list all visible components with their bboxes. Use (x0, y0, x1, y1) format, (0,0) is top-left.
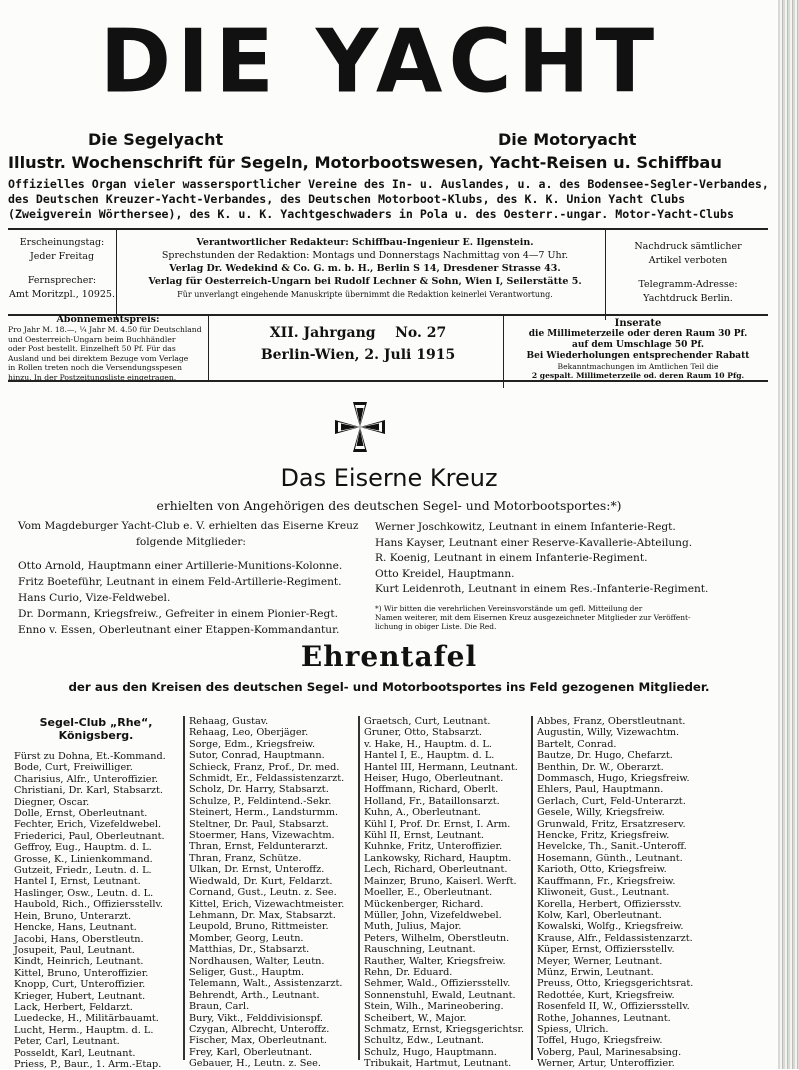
ehrentafel-entry: Gutzeit, Friedr., Leutn. d. L. (14, 865, 152, 877)
ehrentafel-entry: v. Hake, H., Hauptm. d. L. (364, 738, 492, 750)
ehrentafel-entry: Redottée, Kurt, Kriegsfreiw. (537, 989, 675, 1001)
ehrentafel-column-3 (364, 716, 528, 1070)
ehrentafel-entry: Ulkan, Dr. Ernst, Unteroffz. (189, 864, 325, 876)
issue-date: Berlin-Wien, 2. Juli 1915 (260, 347, 456, 363)
column-divider (358, 716, 360, 1060)
ehrentafel-entry: Kittel, Bruno, Unteroffizier. (14, 967, 149, 979)
column-divider (531, 716, 533, 1060)
info-row-top (8, 228, 768, 316)
ehrentafel-entry: Sutor, Conrad, Hauptmann. (189, 750, 325, 762)
ehrentafel-entry: Preuss, Otto, Kriegsgerichtsrat. (537, 978, 694, 990)
ehrentafel-entry: Seliger, Gust., Hauptm. (189, 966, 305, 978)
abo-line: Ausland und bei direktem Bezuge vom Verlage (8, 353, 189, 363)
ehrentafel-entry: Priess, P., Baur., 1. Arm.-Etap. (14, 1058, 162, 1070)
ehrentafel-entry: Sorge, Edm., Kriegsfreiw. (189, 738, 316, 750)
ehrentafel-entry: Rehaag, Leo, Oberjäger. (189, 727, 309, 739)
issue-info (213, 314, 504, 388)
subscription-info (8, 314, 209, 380)
ehrentafel-entry: Haubold, Rich., Offiziersstellv. (14, 899, 163, 911)
ehrentafel-entry: Wiedwald, Dr. Kurt, Feldarzt. (189, 875, 333, 887)
ehrentafel-entry: Charisius, Alfr., Unteroffizier. (14, 773, 159, 785)
ehrentafel-entry: Fürst zu Dohna, Et.-Kommand. (14, 751, 166, 762)
kreuz-footnote (375, 604, 765, 631)
ehrentafel-entry: Holland, Fr., Bataillonsarzt. (364, 795, 500, 807)
masthead-title: DIE YACHT (99, 11, 661, 114)
ehrentafel-entry: Kühl II, Ernst, Leutnant. (364, 830, 484, 842)
kreuz-subheading: erhielten von Angehörigen des deutschen Segel- und Motorbootsportes:*) (156, 498, 622, 513)
ehrentafel-entry: Rauther, Walter, Kriegsfreiw. (364, 955, 506, 967)
ehrentafel-entry: Stein, Wilh., Marineobering. (364, 1001, 504, 1013)
inserate-line: auf dem Umschlage 50 Pf. (571, 340, 705, 350)
ehrentafel-entry: Hencke, Fritz, Kriegsfreiw. (537, 830, 670, 842)
info-row-bottom (8, 314, 768, 382)
ehrentafel-entry: Lech, Richard, Oberleutnant. (364, 864, 508, 876)
ehrentafel-entry: Lack, Herbert, Feldarzt. (14, 1001, 133, 1013)
kreuz-entry: Kurt Leidenroth, Leutnant in einem Res.-Infanterie-Regiment. (375, 583, 709, 595)
abo-title: Abonnementspreis: (56, 314, 160, 325)
ehrentafel-entry: Hencke, Hans, Leutnant. (14, 922, 137, 934)
book-page-edge (778, 0, 799, 1069)
nachdruck-line: Nachdruck sämtlicher (634, 241, 742, 252)
ehrentafel-entry: Fechter, Erich, Vizefeldwebel. (14, 819, 162, 831)
ehrentafel-column-4 (537, 716, 767, 1070)
copyright-info (608, 230, 768, 324)
ehrentafel-entry: Meyer, Werner, Leutnant. (537, 955, 663, 967)
ehrentafel-entry: Werner, Artur, Unteroffizier. (537, 1058, 675, 1070)
ehrentafel-entry: Mainzer, Bruno, Kaiserl. Werft. (364, 875, 517, 887)
ehrentafel-entry: Bartelt, Conrad. (537, 738, 617, 750)
ehrentafel-entry: Kolw, Karl, Oberleutnant. (537, 909, 662, 921)
kreuz-entry: Werner Joschkowitz, Leutnant in einem Infanterie-Regt. (375, 521, 676, 533)
redakteur-line: Verantwortlicher Redakteur: Schiffbau-Ingenieur E. Ilgenstein. (196, 237, 534, 248)
iron-cross-icon (333, 400, 387, 454)
inserate-line: Bei Wiederholungen entsprechender Rabatt (526, 351, 750, 361)
ehrentafel-entry: Hein, Bruno, Unterarzt. (14, 910, 132, 922)
ehrentafel-entry: Muth, Julius, Major. (364, 921, 462, 933)
kreuz-intro: folgende Mitglieder: (136, 536, 246, 548)
nachdruck-line: Artikel verboten (648, 255, 728, 266)
kreuz-right-column (375, 520, 765, 631)
inserate-line: Bekanntmachungen im Amtlichen Teil die (557, 362, 719, 371)
abo-line: in Rollen treten noch die Versendungsspesen (8, 363, 183, 373)
ehrentafel-entry: Braun, Carl. (189, 1001, 250, 1013)
ehrentafel-entry: Schulz, Hugo, Hauptmann. (364, 1046, 497, 1058)
ehrentafel-entry: Gesele, Willy, Kriegsfreiw. (537, 807, 665, 819)
ehrentafel-entry: Posseldt, Karl, Leutnant. (14, 1047, 136, 1059)
footnote-line: *) Wir bitten die verehrlichen Vereinsvorstände um gefl. Mitteilung der (375, 603, 643, 613)
ehrentafel-entry: Schieck, Franz, Prof., Dr. med. (189, 761, 340, 773)
redakteur-line: Verlag für Oesterreich-Ungarn bei Rudolf Lechner & Sohn, Wien I, Seilerstätte 5. (148, 276, 582, 287)
ehrentafel-entry: Lucht, Herm., Hauptm. d. L. (14, 1024, 154, 1036)
tagline: Illustr. Wochenschrift für Segeln, Motorbootswesen, Yacht-Reisen u. Schiffbau (8, 153, 722, 172)
ehrentafel-entry: Tribukait, Hartmut, Leutnant. (364, 1058, 512, 1070)
ehrentafel-entry: Graetsch, Curt, Leutnant. (364, 716, 491, 727)
issue-number: No. 27 (395, 325, 447, 341)
advert-info (508, 314, 768, 384)
ehrentafel-entry: Schmatz, Ernst, Kriegsgerichtsr. (364, 1023, 525, 1035)
ehrentafel-entry: Rehaag, Gustav. (189, 716, 269, 727)
inserate-line: 2 gespalt. Millimeterzeile od. deren Raum 10 Pfg. (531, 371, 745, 380)
ehrentafel-entry: Krieger, Hubert, Leutnant. (14, 990, 146, 1002)
ehrentafel-entry: Schulze, P., Feldintend.-Sekr. (189, 795, 332, 807)
ehrentafel-entry: Korella, Herbert, Offiziersstv. (537, 898, 682, 910)
ehrentafel-entry: Schultz, Edw., Leutnant. (364, 1035, 484, 1047)
fernsprecher-label: Fernsprecher: (27, 275, 97, 286)
subtitle-segelyacht: Die Segelyacht (88, 130, 224, 149)
ehrentafel-entry: Fischer, Max, Oberleutnant. (189, 1035, 327, 1047)
ehrentafel-entry: Dommasch, Hugo, Kriegsfreiw. (537, 773, 690, 785)
ehrentafel-entry: Kauffmann, Fr., Kriegsfreiw. (537, 875, 676, 887)
redakteur-line: Sprechstunden der Redaktion: Montags und Donnerstags Nachmittag von 4—7 Uhr. (161, 250, 569, 261)
ehrentafel-entry: Stoermer, Hans, Vizewachtm. (189, 830, 335, 842)
abo-line: oder Post bestellt. Einzelheft 50 Pf. Für das (8, 344, 176, 354)
ehrentafel-entry: Voberg, Paul, Marinesabsing. (537, 1046, 682, 1058)
ehrentafel-entry: Benthin, Dr. W., Oberarzt. (537, 761, 664, 773)
ehrentafel-entry: Nordhausen, Walter, Leutn. (189, 955, 325, 967)
fernsprecher-value: Amt Moritzpl., 10925. (9, 289, 115, 300)
kreuz-heading: Das Eiserne Kreuz (280, 464, 498, 492)
official-line: Offizielles Organ vieler wassersportlicher Vereine des In- u. Auslandes, u. a. des Bodensee-Segler-Verbandes, (8, 177, 769, 191)
footnote-line: Namen weiterer, mit dem Eisernen Kreuz ausgezeichneter Mitglieder zur Veröffent- (375, 612, 691, 622)
ehrentafel-entry: Lankowsky, Richard, Hauptm. (364, 852, 512, 864)
redakteur-line: Für unverlangt eingehende Manuskripte übernimmt die Redaktion keinerlei Verantwortung. (177, 290, 553, 299)
ehrentafel-entry: Gebauer, H., Leutn. z. See. (189, 1058, 321, 1070)
ehrentafel-entry: Scholz, Dr. Harry, Stabsarzt. (189, 784, 329, 796)
club-name-line: Segel-Club „Rhe“, (39, 716, 153, 729)
ehrentafel-entry: Kuhn, A., Oberleutnant. (364, 807, 481, 819)
kreuz-intro: Vom Magdeburger Yacht-Club e. V. erhielten das Eiserne Kreuz (18, 520, 359, 532)
inserate-title: Inserate (614, 318, 662, 329)
ehrentafel-entry: Mückenberger, Richard. (364, 898, 484, 910)
ehrentafel-entry: Czygan, Albrecht, Unteroffz. (189, 1023, 330, 1035)
ehrentafel-entry: Müller, John, Vizefeldwebel. (364, 909, 502, 921)
column-divider (183, 716, 185, 1060)
ehrentafel-entry: Christiani, Dr. Karl, Stabsarzt. (14, 785, 163, 797)
kreuz-entry: Enno v. Essen, Oberleutnant einer Etappen-Kommandantur. (18, 624, 340, 636)
ehrentafel-entry: Sonnenstuhl, Ewald, Leutnant. (364, 989, 516, 1001)
ehrentafel-entry: Steltner, Dr. Paul, Stabsarzt. (189, 818, 329, 830)
redakteur-line: Verlag Dr. Wedekind & Co. G. m. b. H., Berlin S 14, Dresdener Strasse 43. (169, 263, 561, 274)
ehrentafel-entry: Spiess, Ulrich. (537, 1023, 609, 1035)
ehrentafel-entry: Matthias, Dr., Stabsarzt. (189, 944, 310, 956)
ehrentafel-entry: Cornand, Gust., Leutn. z. See. (189, 887, 337, 899)
ehrentafel-entry: Grunwald, Fritz, Ersatzreserv. (537, 818, 686, 830)
column-entries (537, 716, 767, 1070)
ehrentafel-entry: Abbes, Franz, Oberstleutnant. (537, 716, 686, 727)
ehrentafel-entry: Ehlers, Paul, Hauptmann. (537, 784, 664, 796)
kreuz-entry: Otto Arnold, Hauptmann einer Artillerie-Munitions-Kolonne. (18, 560, 343, 572)
ehrentafel-entry: Bautze, Dr. Hugo, Chefarzt. (537, 750, 673, 762)
ehrentafel-entry: Kittel, Erich, Vizewachtmeister. (189, 898, 345, 910)
kreuz-entry: Otto Kreidel, Hauptmann. (375, 567, 515, 580)
ehrentafel-entry: Kühl I, Prof. Dr. Ernst, I. Arm. (364, 818, 511, 830)
erscheinung-value: Jeder Freitag (29, 251, 95, 262)
ehrentafel-entry: Leupold, Bruno, Rittmeister. (189, 921, 329, 933)
ehrentafel-entry: Gruner, Otto, Stabsarzt. (364, 727, 482, 739)
ehrentafel-entry: Hantel III, Hermann, Leutnant. (364, 761, 518, 773)
kreuz-entry: R. Koenig, Leutnant in einem Infanterie-Regiment. (375, 552, 648, 564)
club-name-line: Königsberg. (58, 729, 134, 742)
inserate-line: die Millimeterzeile oder deren Raum 30 Pf. (528, 329, 748, 339)
ehrentafel-entry: Krause, Alfr., Feldassistenzarzt. (537, 932, 693, 944)
column-entries (14, 751, 178, 1070)
ehrentafel-entry: Peters, Wilhelm, Oberstleutn. (364, 932, 510, 944)
ehrentafel-subheading: der aus den Kreisen des deutschen Segel- und Motorbootsportes ins Feld gezogenen Mitglieder. (68, 680, 710, 694)
ehrentafel-entry: Moeller, E., Oberleutnant. (364, 887, 493, 899)
ehrentafel-entry: Rothe, Johannes, Leutnant. (537, 1012, 671, 1024)
footnote-line: lichung in obiger Liste. Die Red. (375, 621, 497, 631)
ehrentafel-entry: Karioth, Otto, Kriegsfreiw. (537, 864, 667, 876)
ehrentafel-entry: Friederici, Paul, Oberleutnant. (14, 830, 165, 842)
ehrentafel-entry: Diegner, Oscar. (14, 796, 90, 808)
ehrentafel-entry: Jacobi, Hans, Oberstleutn. (14, 933, 144, 945)
ehrentafel-entry: Hantel I, Ernst, Leutnant. (14, 876, 141, 888)
ehrentafel-entry: Hoffmann, Richard, Oberlt. (364, 784, 499, 796)
ehrentafel-entry: Luedecke, H., Militärbauamt. (14, 1013, 159, 1025)
editorial-info (125, 230, 606, 320)
ehrentafel-entry: Heiser, Hugo, Oberleutnant. (364, 773, 504, 785)
ehrentafel-entry: Behrendt, Arth., Leutnant. (189, 989, 320, 1001)
subtitle-motoryacht: Die Motoryacht (498, 130, 637, 149)
publication-info (8, 230, 117, 320)
ehrentafel-entry: Kliwoneit, Gust., Leutnant. (537, 887, 670, 899)
ehrentafel-column-2 (189, 716, 355, 1070)
official-organ-text (8, 177, 770, 222)
telegramm-label: Telegramm-Adresse: (638, 279, 738, 290)
ehrentafel-entry: Momber, Georg, Leutn. (189, 932, 304, 944)
ehrentafel-entry: Knopp, Curt, Unteroffizier. (14, 979, 146, 991)
ehrentafel-entry: Toffel, Hugo, Kriegsfreiw. (537, 1035, 663, 1047)
ehrentafel-entry: Lehmann, Dr. Max, Stabsarzt. (189, 909, 336, 921)
kreuz-entry: Hans Curio, Vize-Feldwebel. (18, 592, 171, 604)
ehrentafel-entry: Rehn, Dr. Eduard. (364, 966, 453, 978)
ehrentafel-entry: Grosse, K., Linienkommand. (14, 853, 153, 865)
official-line: des Deutschen Kreuzer-Yacht-Verbandes, des Deutschen Motorboot-Klubs, des K. K. Union Yacht Clubs (8, 192, 686, 206)
ehrentafel-entry: Geffroy, Eug., Hauptm. d. L. (14, 842, 152, 854)
telegramm-value: Yachtdruck Berlin. (643, 293, 733, 304)
ehrentafel-entry: Kowalski, Wolfg., Kriegsfreiw. (537, 921, 684, 933)
abo-line: hinzu. In der Postzeitungsliste eingetragen. (8, 372, 177, 382)
ehrentafel-entry: Kuhnke, Fritz, Unteroffizier. (364, 841, 503, 853)
ehrentafel-entry: Hantel I, E., Hauptm. d. L. (364, 750, 495, 762)
ehrentafel-entry: Dolle, Ernst, Oberleutnant. (14, 808, 148, 820)
ehrentafel-entry: Peter, Carl, Leutnant. (14, 1036, 120, 1048)
abo-line: Pro Jahr M. 18.—, ¼ Jahr M. 4.50 für Deutschland (8, 325, 202, 334)
ehrentafel-entry: Sehmer, Wald., Offiziersstellv. (364, 978, 511, 990)
ehrentafel-entry: Schmidt, Er., Feldassistenzarzt. (189, 773, 345, 785)
kreuz-entry: Dr. Dormann, Kriegsfreiw., Gefreiter in einem Pionier-Regt. (18, 608, 338, 620)
ehrentafel-entry: Bury, Vikt., Felddivisionspf. (189, 1012, 323, 1024)
ehrentafel-entry: Küper, Ernst, Offiziersstellv. (537, 944, 675, 956)
kreuz-entry: Fritz Boeteführ, Leutnant in einem Feld-Artillerie-Regiment. (18, 576, 342, 588)
ehrentafel-entry: Thran, Ernst, Feldunterarzt. (189, 841, 328, 853)
erscheinung-label: Erscheinungstag: (19, 237, 105, 248)
ehrentafel-column-1 (14, 716, 178, 1070)
ehrentafel-entry: Rosenfeld II, W., Offiziersstellv. (537, 1001, 690, 1013)
ehrentafel-entry: Kindt, Heinrich, Leutnant. (14, 956, 144, 968)
ehrentafel-entry: Scheibert, W., Major. (364, 1012, 467, 1024)
column-entries (189, 716, 355, 1070)
ehrentafel-entry: Frey, Karl, Oberleutnant. (189, 1046, 313, 1058)
kreuz-entry: Hans Kayser, Leutnant einer Reserve-Kavallerie-Abteilung. (375, 536, 693, 549)
ehrentafel-entry: Gerlach, Curt, Feld-Unterarzt. (537, 795, 686, 807)
ehrentafel-entry: Thran, Franz, Schütze. (189, 852, 302, 864)
ehrentafel-entry: Rauschning, Leutnant. (364, 944, 476, 956)
ehrentafel-entry: Haslinger, Osw., Leutn. d. L. (14, 887, 154, 899)
club-name (14, 716, 178, 742)
column-entries (364, 716, 528, 1070)
ehrentafel-entry: Steinert, Herm., Landsturmm. (189, 807, 339, 819)
ehrentafel-entry: Augustin, Willy, Vizewachtm. (537, 727, 680, 739)
ehrentafel-heading: Ehrentafel (300, 640, 478, 673)
official-line: (Zweigverein Wörthersee), des K. u. K. Yachtgeschwaders in Pola u. des Oesterr.-ungar. Motor-Yacht-Clubs (8, 207, 734, 221)
ehrentafel-entry: Münz, Erwin, Leutnant. (537, 966, 654, 978)
ehrentafel-entry: Bode, Curt, Freiwilliger. (14, 762, 133, 774)
jahrgang: XII. Jahrgang (269, 325, 376, 341)
ehrentafel-entry: Josupeit, Paul, Leutnant. (14, 944, 135, 956)
abo-line: und Oesterreich-Ungarn beim Buchhändler (8, 334, 176, 344)
ehrentafel-entry: Telemann, Walt., Assistenzarzt. (189, 978, 343, 990)
ehrentafel-entry: Hosemann, Günth., Leutnant. (537, 852, 683, 864)
ehrentafel-entry: Hevelcke, Th., Sanit.-Unteroff. (537, 841, 687, 853)
kreuz-left-column (18, 518, 364, 638)
